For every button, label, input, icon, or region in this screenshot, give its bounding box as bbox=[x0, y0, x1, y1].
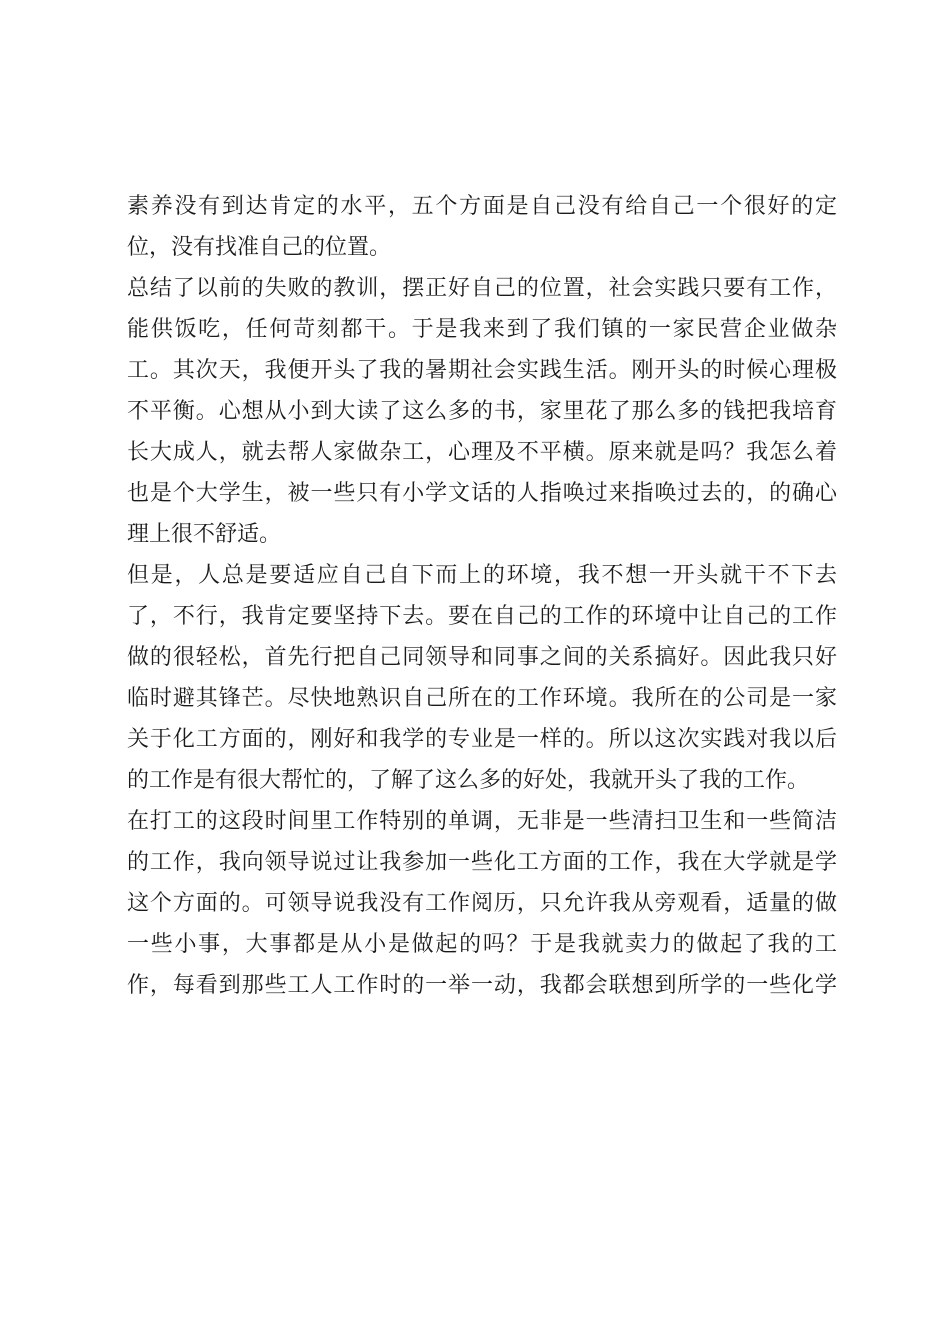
text-line: 作，每看到那些工人工作时的一举一动，我都会联想到所学的一些化学 bbox=[127, 973, 837, 998]
text-line: 能供饭吃，任何苛刻都干。于是我来到了我们镇的一家民营企业做杂 bbox=[127, 317, 837, 342]
text-line: 关于化工方面的，刚好和我学的专业是一样的。所以这次实践对我以后 bbox=[127, 727, 837, 752]
text-line: 长大成人，就去帮人家做杂工，心理及不平横。原来就是吗？我怎么着 bbox=[127, 440, 837, 465]
text-line: 做的很轻松，首先行把自己同领导和同事之间的关系搞好。因此我只好 bbox=[127, 645, 837, 670]
text-line: 在打工的这段时间里工作特别的单调，无非是一些清扫卫生和一些简洁 bbox=[127, 809, 837, 834]
text-line: 这个方面的。可领导说我没有工作阅历，只允许我从旁观看，适量的做 bbox=[127, 891, 837, 916]
text-line: 不平衡。心想从小到大读了这么多的书，家里花了那么多的钱把我培育 bbox=[127, 399, 837, 424]
text-line: 临时避其锋芒。尽快地熟识自己所在的工作环境。我所在的公司是一家 bbox=[127, 686, 837, 711]
text-line: 素养没有到达肯定的水平，五个方面是自己没有给自己一个很好的定 bbox=[127, 194, 837, 219]
text-line: 总结了以前的失败的教训，摆正好自己的位置，社会实践只要有工作， bbox=[127, 276, 837, 301]
text-line: 位，没有找准自己的位置。 bbox=[127, 235, 392, 260]
text-line: 但是，人总是要适应自己自下而上的环境，我不想一开头就干不下去 bbox=[127, 563, 837, 588]
body-text bbox=[127, 186, 837, 1006]
text-line: 的工作是有很大帮忙的，了解了这么多的好处，我就开头了我的工作。 bbox=[127, 768, 810, 793]
text-line: 的工作，我向领导说过让我参加一些化工方面的工作，我在大学就是学 bbox=[127, 850, 837, 875]
text-line: 也是个大学生，被一些只有小学文话的人指唤过来指唤过去的，的确心 bbox=[127, 481, 837, 506]
text-line: 了，不行，我肯定要坚持下去。要在自己的工作的环境中让自己的工作 bbox=[127, 604, 837, 629]
text-line: 工。其次天，我便开头了我的暑期社会实践生活。刚开头的时候心理极 bbox=[127, 358, 837, 383]
text-line: 理上很不舒适。 bbox=[127, 522, 282, 547]
text-line: 一些小事，大事都是从小是做起的吗？于是我就卖力的做起了我的工 bbox=[127, 932, 837, 957]
